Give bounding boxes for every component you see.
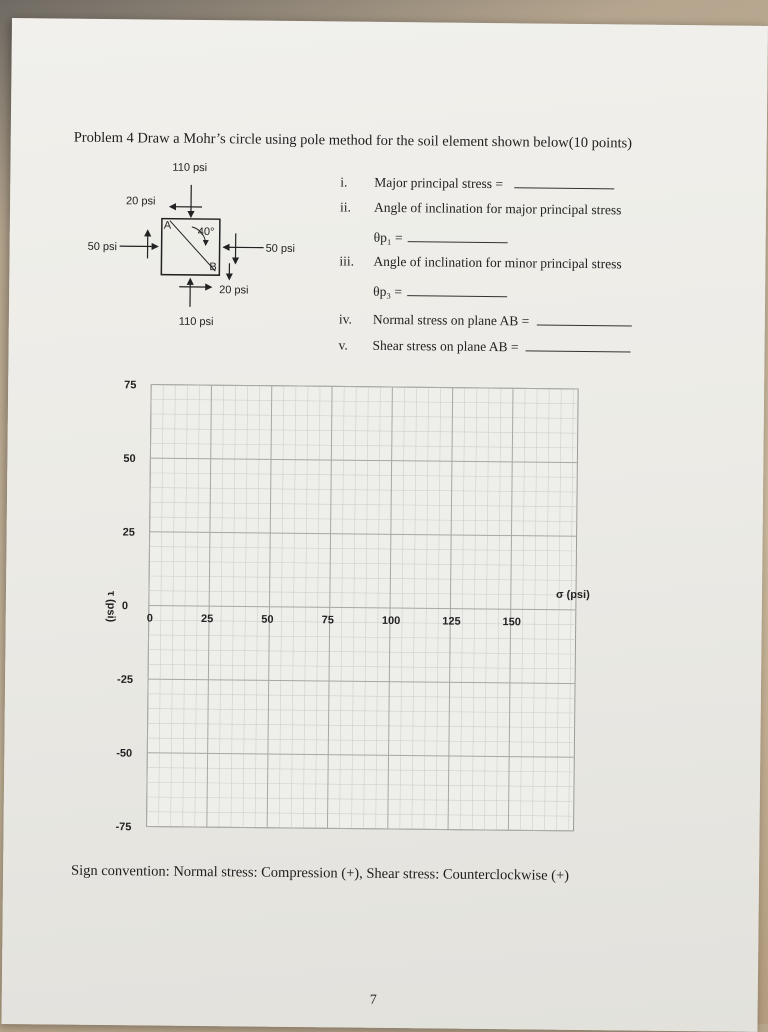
bottom-stress-label: 110 psi (179, 316, 214, 328)
x-tick-label: 150 (503, 616, 521, 628)
answer-blank[interactable] (526, 338, 631, 352)
x-tick-label: 125 (442, 616, 460, 628)
y-tick-label: 25 (123, 527, 135, 539)
question-4: iv. Normal stress on plane AB = (339, 310, 632, 330)
x-tick-label: 0 (147, 612, 153, 624)
y-tick-label: -50 (116, 747, 132, 759)
question-2-answer: θp₁ = (340, 228, 508, 247)
page-number: 7 (370, 993, 377, 1009)
answer-blank[interactable] (514, 175, 614, 189)
shear-bottom-label: 20 psi (219, 284, 248, 296)
corner-a-label: A (164, 220, 172, 232)
question-3-answer: θp₃ = (339, 282, 507, 301)
x-tick-label: 75 (322, 614, 334, 626)
problem-heading: Problem 4 Draw a Mohr’s circle using pole method for the soil element shown below(10 points) (74, 130, 714, 154)
y-axis-label: τ (psi) (105, 591, 117, 623)
y-tick-label: 50 (123, 453, 135, 465)
question-2: ii. Angle of inclination for major principal stress (340, 199, 622, 218)
question-list (340, 173, 680, 177)
angle-label: 40° (198, 226, 215, 238)
question-1: i. Major principal stress = (340, 173, 614, 193)
question-3: iii. Angle of inclination for minor principal stress (339, 253, 621, 272)
shear-top-label: 20 psi (126, 195, 155, 207)
x-tick-label: 50 (261, 614, 273, 626)
left-stress-label: 50 psi (88, 241, 117, 253)
top-stress-label: 110 psi (172, 162, 207, 174)
answer-blank[interactable] (407, 283, 507, 297)
mohr-circle-grid[interactable] (83, 374, 608, 849)
corner-b-label: B (209, 261, 216, 273)
answer-blank[interactable] (408, 229, 508, 243)
y-tick-label: 75 (124, 379, 136, 391)
question-5: v. Shear stress on plane AB = (339, 336, 632, 356)
x-axis-label: σ (psi) (556, 589, 590, 601)
x-tick-label: 25 (201, 613, 213, 625)
sign-convention: Sign convention: Normal stress: Compression (+), Shear stress: Counterclockwise (+) (71, 863, 569, 885)
y-tick-label: -25 (117, 674, 133, 686)
soil-element-diagram (79, 154, 321, 342)
y-tick-label: -75 (115, 821, 131, 833)
right-stress-label: 50 psi (266, 243, 295, 255)
answer-blank[interactable] (537, 313, 632, 327)
y-tick-label: 0 (122, 600, 128, 612)
x-tick-label: 100 (382, 615, 400, 627)
worksheet-page (1, 18, 767, 1032)
